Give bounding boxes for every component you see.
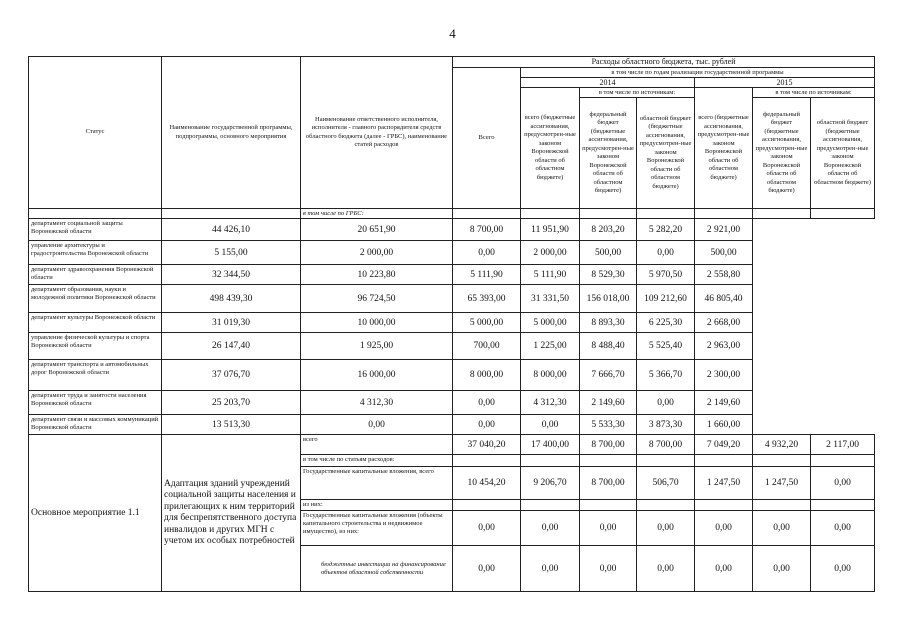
cell-value: 31 331,50 <box>521 285 580 313</box>
table-row <box>29 435 875 455</box>
cell-value: 0,00 <box>301 415 453 435</box>
row-label: департамент связи и массовых коммуникаций Воронежской области <box>29 415 162 435</box>
row-label: департамент труда и занятости населения Воронежской области <box>29 391 162 415</box>
cell-value: 10 454,20 <box>453 467 521 500</box>
cell-value: 0,00 <box>580 511 637 546</box>
cell-value <box>811 500 875 511</box>
cell-value: 1 247,50 <box>695 467 753 500</box>
row-label: департамент культуры Воронежской области <box>29 313 162 333</box>
cell-value: 96 724,50 <box>301 285 453 313</box>
cell-value: 0,00 <box>753 511 811 546</box>
cell-value: 32 344,50 <box>162 265 301 285</box>
cell-value: 8 529,30 <box>580 265 637 285</box>
cell-value: 0,00 <box>453 391 521 415</box>
cell-value: 0,00 <box>521 511 580 546</box>
cell-value: 109 212,60 <box>637 285 695 313</box>
cell-value: 0,00 <box>637 511 695 546</box>
cell-value: 5 155,00 <box>162 241 301 265</box>
cell-value: 0,00 <box>637 241 695 265</box>
page-number: 4 <box>449 26 456 41</box>
header-sources-2015: в том числе по источникам: <box>753 88 875 98</box>
table-row <box>29 333 875 360</box>
cell-value: 8 893,30 <box>580 313 637 333</box>
cell-value: 700,00 <box>453 333 521 360</box>
cell-value <box>521 500 580 511</box>
cell-value: 3 873,30 <box>637 415 695 435</box>
cell-value: 0,00 <box>453 546 521 592</box>
cell-value <box>453 500 521 511</box>
cell-value: 8 700,00 <box>453 219 521 241</box>
name-empty <box>162 209 301 219</box>
cell-value: 5 366,70 <box>637 360 695 391</box>
cell-value: 0,00 <box>753 546 811 592</box>
cell-value: 65 393,00 <box>453 285 521 313</box>
cell-value <box>753 455 811 467</box>
row-label: департамент транспорта и автомобильных дорог Воронежской области <box>29 360 162 391</box>
row-label: управление физической культуры и спорта Воронежской области <box>29 333 162 360</box>
header-by-years: в том числе по годам реализации государственной программы <box>521 68 875 78</box>
cell-value: 1 225,00 <box>521 333 580 360</box>
cell-value: 5 111,90 <box>521 265 580 285</box>
table-row <box>29 241 875 265</box>
cell-value: 26 147,40 <box>162 333 301 360</box>
cell-value: 498 439,30 <box>162 285 301 313</box>
cell-value: 0,00 <box>637 546 695 592</box>
cell-value: 5 000,00 <box>453 313 521 333</box>
header-federal-2015: федеральный бюджет (бюджетные ассигнования, предусмотрен-ные законом Воронежской области об областном бюджете) <box>753 98 811 209</box>
row-label: департамент образования, науки и молодежной политики Воронежской области <box>29 285 162 313</box>
cell-value: 2 558,80 <box>695 265 753 285</box>
cell-value: 506,70 <box>637 467 695 500</box>
activity-name: Адаптация зданий учреждений социальной защиты населения и прилегающих к ним территорий для беспрепятственного доступа инвалидов и других МГН с учетом их особых потребностей <box>162 435 301 592</box>
table-row <box>29 219 875 241</box>
cell-value: 8 203,20 <box>580 219 637 241</box>
cell-value <box>695 500 753 511</box>
cell-value: 156 018,00 <box>580 285 637 313</box>
cell-value: 500,00 <box>695 241 753 265</box>
cell-value: 0,00 <box>521 546 580 592</box>
header-expenses-title: Расходы областного бюджета, тыс. рублей <box>453 57 875 68</box>
header-executor: Наименование ответственного исполнителя, исполнителя - главного распорядителя средств областного бюджета (далее - ГРБС), наименование статей расходов <box>301 57 453 209</box>
row-label: из них: <box>301 500 453 511</box>
cell-value: 5 000,00 <box>521 313 580 333</box>
cell-value: 4 312,30 <box>301 391 453 415</box>
header-sources-2014: в том числе по источникам: <box>580 88 695 98</box>
header-year-2015: 2015 <box>695 78 875 88</box>
header-regional-2015: областной бюджет (бюджетные ассигнования, предусмотрен-ные законом Воронежской области об областном бюджете) <box>811 98 875 209</box>
header-program-name: Наименование государственной программы, подпрограммы, основного мероприятия <box>162 57 301 209</box>
cell-value: 7 049,20 <box>695 435 753 455</box>
cell-value: 11 951,90 <box>521 219 580 241</box>
cell-value: 5 970,50 <box>637 265 695 285</box>
cell-value <box>695 455 753 467</box>
cell-value: 0,00 <box>811 546 875 592</box>
cell-value <box>521 455 580 467</box>
cell-value <box>637 500 695 511</box>
cell-value: 0,00 <box>695 511 753 546</box>
status-main-activity: Основное мероприятие 1.1 <box>29 435 162 592</box>
cell-value: 2 000,00 <box>301 241 453 265</box>
cell-value: 44 426,10 <box>162 219 301 241</box>
cell-value: 13 513,30 <box>162 415 301 435</box>
header-total-budget-2014: всего (бюджетные ассигнования, предусмотрен-ные законом Воронежской области об областном бюджете) <box>521 88 580 209</box>
header-regional-2014: областной бюджет (бюджетные ассигнования, предусмотрен-ные законом Воронежской области об областном бюджете) <box>637 98 695 209</box>
table-row <box>29 313 875 333</box>
cell-value: 8 488,40 <box>580 333 637 360</box>
cell-value: 16 000,00 <box>301 360 453 391</box>
cell-value: 0,00 <box>695 546 753 592</box>
cell-value <box>580 455 637 467</box>
cell-value: 0,00 <box>811 511 875 546</box>
row-label: департамент здравоохранения Воронежской области <box>29 265 162 285</box>
cell-value: 46 805,40 <box>695 285 753 313</box>
cell-value: 2 921,00 <box>695 219 753 241</box>
cell-value: 5 533,30 <box>580 415 637 435</box>
cell-value: 8 700,00 <box>637 435 695 455</box>
row-label: Государственные капитальные вложения (объекты капитального строительства и недвижимое имущество), из них: <box>301 511 453 546</box>
cell-value: 8 700,00 <box>580 467 637 500</box>
header-status: Статус <box>29 57 162 209</box>
cell-value <box>811 455 875 467</box>
budget-table <box>28 56 875 592</box>
cell-value <box>753 500 811 511</box>
cell-value: 2 963,00 <box>695 333 753 360</box>
row-label: в том числе по статьям расходов: <box>301 455 453 467</box>
cell-value <box>453 455 521 467</box>
row-label: всего <box>301 435 453 455</box>
cell-value: 8 000,00 <box>453 360 521 391</box>
cell-value: 10 223,80 <box>301 265 453 285</box>
cell-value: 2 668,00 <box>695 313 753 333</box>
row-label: департамент социальной защиты Воронежской области <box>29 219 162 241</box>
cell-value <box>637 455 695 467</box>
cell-value: 25 203,70 <box>162 391 301 415</box>
cell-value: 37 076,70 <box>162 360 301 391</box>
cell-value: 0,00 <box>453 241 521 265</box>
cell-value: 0,00 <box>521 415 580 435</box>
cell-value: 0,00 <box>637 391 695 415</box>
cell-value: 5 111,90 <box>453 265 521 285</box>
cell-value: 4 932,20 <box>753 435 811 455</box>
cell-value <box>580 500 637 511</box>
cell-value: 2 117,00 <box>811 435 875 455</box>
cell-value: 2 000,00 <box>521 241 580 265</box>
cell-value: 4 312,30 <box>521 391 580 415</box>
cell-value: 31 019,30 <box>162 313 301 333</box>
header-total-budget-2015: всего (бюджетные ассигнования, предусмотрен-ные законом Воронежской области об областном бюджете) <box>695 88 753 209</box>
cell-value: 20 651,90 <box>301 219 453 241</box>
table-row <box>29 415 875 435</box>
cell-value: 0,00 <box>580 546 637 592</box>
cell-value: 9 206,70 <box>521 467 580 500</box>
table-row <box>29 391 875 415</box>
table-row <box>29 285 875 313</box>
cell-value: 0,00 <box>453 511 521 546</box>
table-row <box>29 265 875 285</box>
cell-value: 500,00 <box>580 241 637 265</box>
cell-value: 8 700,00 <box>580 435 637 455</box>
cell-value: 1 660,00 <box>695 415 753 435</box>
status-empty <box>29 209 162 219</box>
cell-value: 10 000,00 <box>301 313 453 333</box>
cell-value: 5 282,20 <box>637 219 695 241</box>
header-federal-2014: федеральный бюджет (бюджетные ассигнования, предусмотрен-ные законом Воронежской области об областном бюджете) <box>580 98 637 209</box>
cell-value: 1 925,00 <box>301 333 453 360</box>
cell-value: 37 040,20 <box>453 435 521 455</box>
cell-value: 2 149,60 <box>580 391 637 415</box>
header-total: Всего <box>453 68 521 209</box>
table-row <box>29 360 875 391</box>
cell-value: 6 225,30 <box>637 313 695 333</box>
cell-value: 2 149,60 <box>695 391 753 415</box>
cell-value: 8 000,00 <box>521 360 580 391</box>
cell-value: 0,00 <box>453 415 521 435</box>
cell-value: 0,00 <box>811 467 875 500</box>
cell-value: 17 400,00 <box>521 435 580 455</box>
cell-value: 5 525,40 <box>637 333 695 360</box>
cell-value: 2 300,00 <box>695 360 753 391</box>
cell-value: 1 247,50 <box>753 467 811 500</box>
header-year-2014: 2014 <box>521 78 695 88</box>
row-label: Государственные капитальные вложения, всего <box>301 467 453 500</box>
row-label: управление архитектуры и градостроительства Воронежской области <box>29 241 162 265</box>
grbs-intro: в том числе по ГРБС: <box>301 209 453 219</box>
cell-value: 7 666,70 <box>580 360 637 391</box>
row-label: бюджетные инвестиции на финансирование объектов областной собственности <box>301 546 453 592</box>
